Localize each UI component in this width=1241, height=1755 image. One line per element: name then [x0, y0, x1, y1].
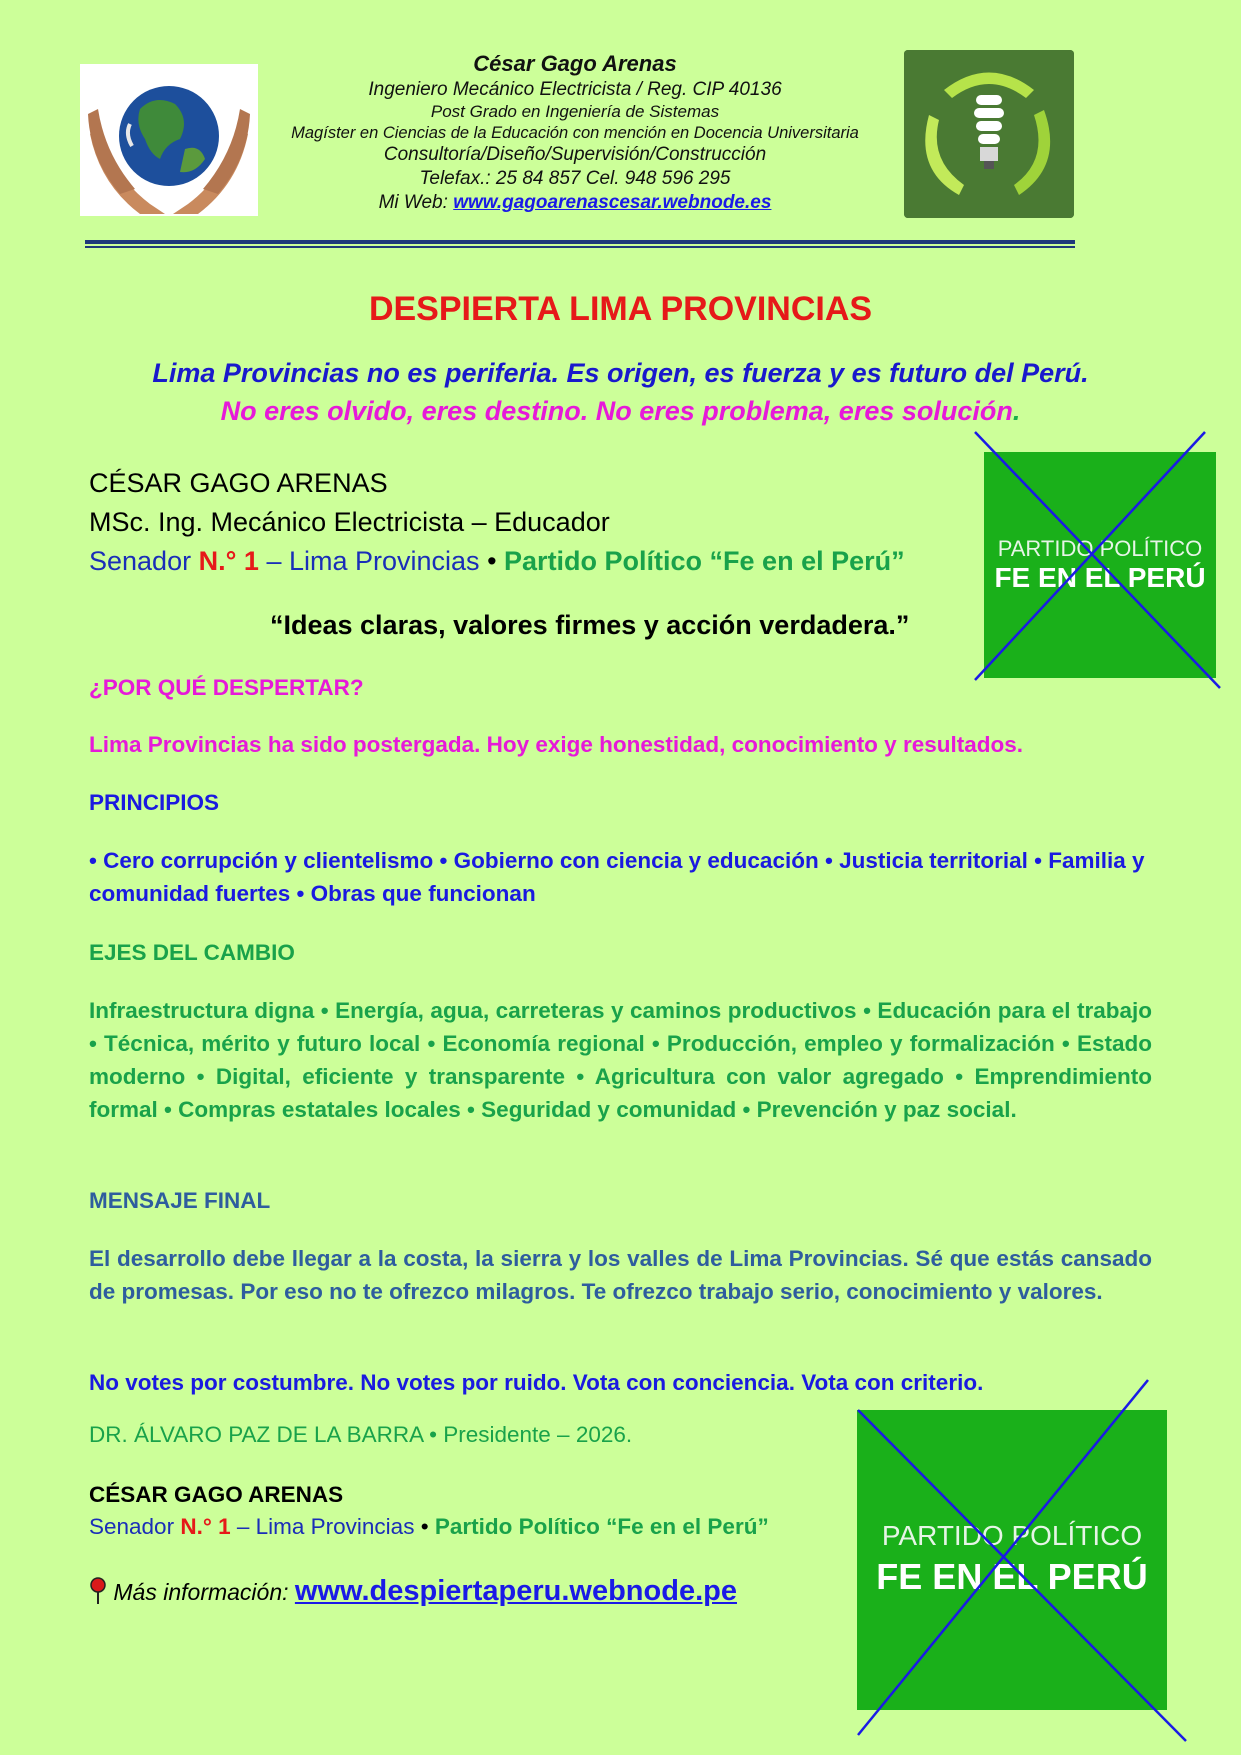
page-title: DESPIERTA LIMA PROVINCIAS: [368, 290, 873, 328]
header-phone: Telefax.: 25 84 857 Cel. 948 596 295: [419, 167, 731, 189]
slogan-line-1: Lima Provincias no es periferia. Es origen, es fuerza y es futuro del Perú.: [152, 358, 1089, 388]
header-web: [250, 191, 900, 215]
slogan-line-2-end: .: [1012, 396, 1021, 426]
header-rule: [85, 240, 1075, 244]
footer-senator-region: – Lima Provincias: [236, 1514, 415, 1539]
more-info-link[interactable]: www.despiertaperu.webnode.pe: [294, 1575, 737, 1607]
why-text: Lima Provincias ha sido postergada. Hoy exige honestidad, conocimiento y resultados.: [89, 732, 1023, 757]
party-logo-line2: FE EN EL PERÚ: [994, 562, 1206, 593]
principles-heading: PRINCIPIOS: [89, 790, 220, 815]
final-text: El desarrollo debe llegar a la costa, la sierra y los valles de Lima Provincias. Sé que estás cansado de promesas. Por eso no te ofrezco milagros. Te ofrezco trabajo serio, conocimiento y valores.: [89, 1246, 1152, 1304]
candidate-senator-line: [89, 546, 905, 577]
axes-heading: EJES DEL CAMBIO: [89, 940, 295, 965]
footer-senator-line: [89, 1514, 769, 1540]
recycle-bulb-image: [904, 50, 1074, 218]
principles-text: • Cero corrupción y clientelismo • Gobierno con ciencia y educación • Justicia territorial • Familia y comunidad fuertes • Obras que funcionan: [89, 848, 1145, 906]
party-logo-line1: PARTIDO POLÍTICO: [997, 536, 1203, 561]
footer-senator-party: Partido Político “Fe en el Perú”: [434, 1514, 769, 1539]
senator-bullet: •: [487, 546, 497, 576]
slogan-line-2-text: No eres olvido, eres destino. No eres problema, eres solución: [220, 396, 1013, 426]
footer-senator-number: N.° 1: [180, 1514, 231, 1539]
candidate-degree: MSc. Ing. Mecánico Electricista – Educador: [89, 507, 610, 537]
president-line: DR. ÁLVARO PAZ DE LA BARRA • Presidente – 2026.: [89, 1422, 633, 1447]
header-services: Consultoría/Diseño/Supervisión/Construcción: [383, 144, 767, 166]
senator-party: Partido Político “Fe en el Perú”: [504, 546, 905, 576]
hands-holding-globe-icon: [80, 64, 258, 216]
footer-senator-label: Senador: [89, 1514, 175, 1539]
vote-text: No votes por costumbre. No votes por ruido. Vota con conciencia. Vota con criterio.: [89, 1370, 984, 1395]
final-heading: MENSAJE FINAL: [89, 1188, 271, 1213]
header-web-label: Mi Web:: [378, 191, 448, 213]
candidate-name: CÉSAR GAGO ARENAS: [89, 468, 388, 498]
senator-number: N.° 1: [198, 546, 259, 576]
party-logo-bottom-line2: FE EN EL PERÚ: [876, 1556, 1148, 1597]
header-name: César Gago Arenas: [473, 51, 677, 76]
senator-label: Senador: [89, 546, 192, 576]
header-web-link[interactable]: www.gagoarenascesar.webnode.es: [453, 191, 772, 213]
header-profession: Ingeniero Mecánico Electricista / Reg. CIP 40136: [368, 78, 782, 100]
cross-mark-top: [970, 430, 1225, 690]
axes-text: Infraestructura digna • Energía, agua, carreteras y caminos productivos • Educación para el trabajo • Técnica, mérito y futuro local • Economía regional • Producción, empleo y formalización • Estado moderno • Digital, eficiente y transparente • Agricultura con valor agregado • Emprendimiento formal • Compras estatales locales • Seguridad y comunidad • Prevención y paz social.: [89, 998, 1152, 1122]
footer-senator-bullet: •: [420, 1514, 429, 1539]
more-info-label: Más información:: [113, 1579, 289, 1605]
recycle-bulb-icon: [904, 50, 1074, 218]
slogan-line-2: [0, 396, 1241, 427]
party-logo-bottom-line1: PARTIDO POLÍTICO: [881, 1520, 1143, 1551]
why-heading: ¿POR QUÉ DESPERTAR?: [89, 675, 364, 700]
cross-mark-bottom: [850, 1378, 1190, 1745]
header-postgrad: Post Grado en Ingeniería de Sistemas: [430, 102, 720, 122]
header-text: [250, 50, 900, 214]
pushpin-icon: [89, 1577, 107, 1605]
senator-region: – Lima Provincias: [266, 546, 480, 576]
header-master: Magíster en Ciencias de la Educación con mención en Docencia Universitaria: [291, 123, 859, 142]
footer-name: CÉSAR GAGO ARENAS: [89, 1482, 344, 1507]
header-rule-thin: [85, 246, 1075, 248]
more-info: [89, 1575, 737, 1608]
hands-globe-image: [80, 64, 258, 216]
motto: “Ideas claras, valores firmes y acción verdadera.”: [270, 610, 910, 640]
